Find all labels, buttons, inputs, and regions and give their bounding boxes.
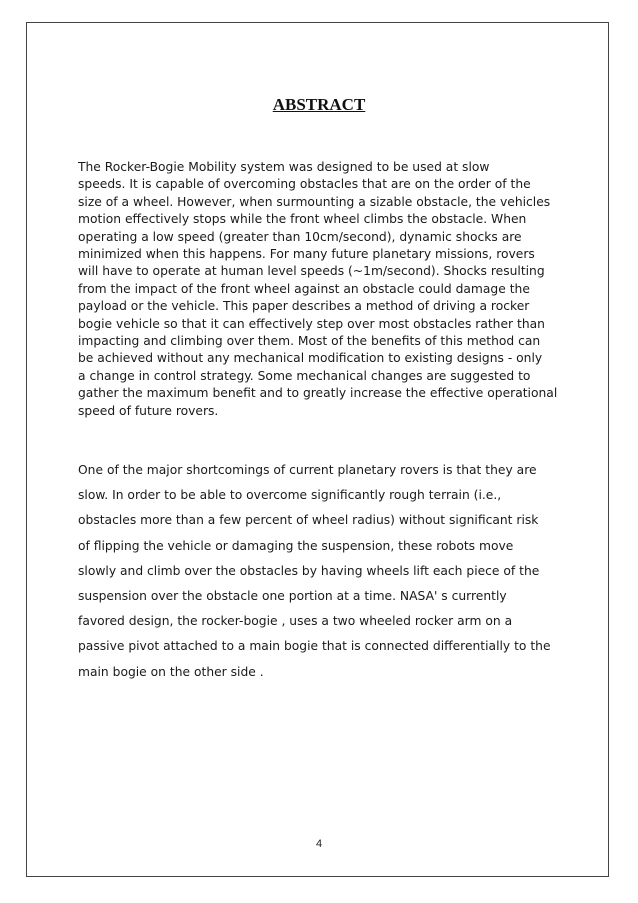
page-number: 4 xyxy=(315,838,323,850)
page-border xyxy=(26,22,609,877)
abstract-paragraph-1: The Rocker-Bogie Mobility system was designed to be used at slow speeds. It is capable of overcoming obstacles that are on the order of the size of a wheel. However, when surmounting a sizable obstacle, the vehicles motion effectively stops while the front wheel climbs the obstacle. When operating a low speed (greater than 10cm/second), dynamic shocks are minimized when this happens. For many future planetary missions, rovers will have to operate at human level speeds (~1m/second). Shocks resulting from the impact of the front wheel against an obstacle could damage the payload or the vehicle. This paper describes a method of driving a rocker bogie vehicle so that it can effectively step over most obstacles rather than impacting and climbing over them. Most of the benefits of this method can be achieved without any mechanical modification to existing designs - only a change in control strategy. Some mechanical changes are suggested to gather the maximum benefit and to greatly increase the effective operational speed of future rovers. xyxy=(78,160,558,418)
abstract-title: ABSTRACT xyxy=(272,95,366,114)
abstract-paragraph-2: One of the major shortcomings of current planetary rovers is that they are slow. In order to be able to overcome significantly rough terrain (i.e., obstacles more than a few percent of wheel radius) without significant risk of flipping the vehicle or damaging the suspension, these robots move slowly and climb over the obstacles by having wheels lift each piece of the suspension over the obstacle one portion at a time. NASA' s currently favored design, the rocker-bogie , uses a two wheeled rocker arm on a passive pivot attached to a main bogie that is connected differentially to the main bogie on the other side . xyxy=(78,463,551,679)
